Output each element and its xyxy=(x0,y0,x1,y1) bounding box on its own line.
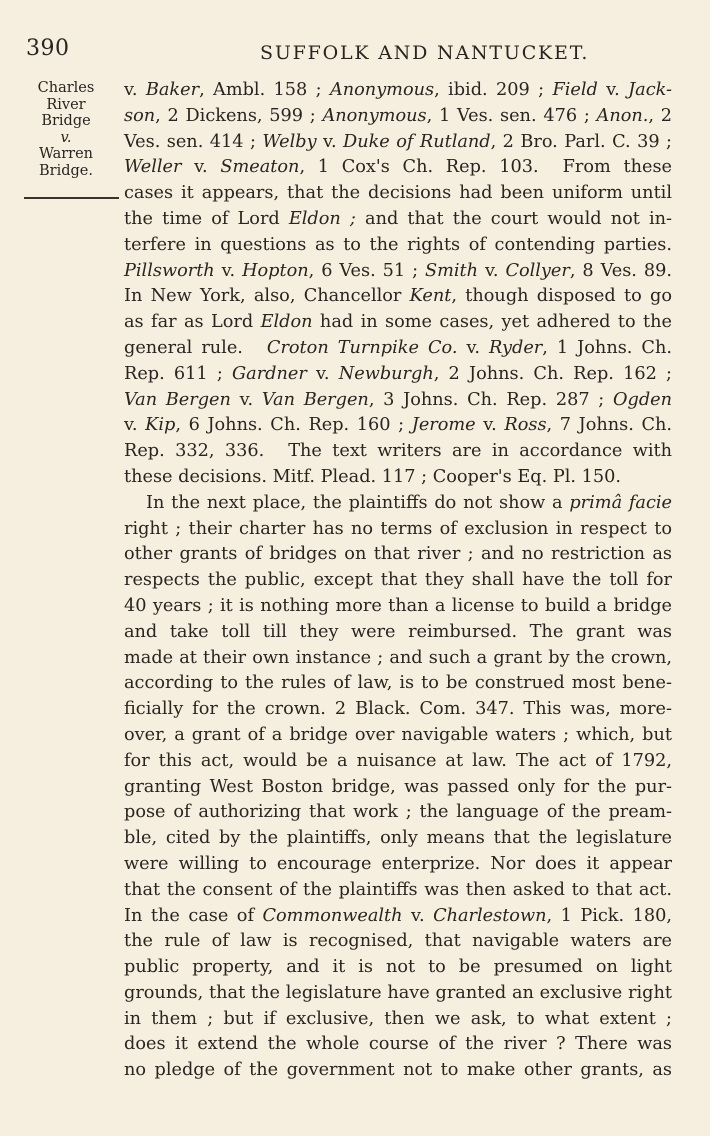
text-line: general rule. Croton Turnpike Co. v. Ryder, 1 Johns. Ch. xyxy=(124,337,672,358)
text-line: the rule of law is recognised, that navigable waters are xyxy=(124,931,672,952)
running-head: SUFFOLK AND NANTUCKET. xyxy=(260,42,590,64)
text-line: as far as Lord Eldon had in some cases, yet adhered to the xyxy=(124,312,673,333)
text-line: cases it appears, that the decisions had been uniform until xyxy=(124,183,672,204)
text-line: pose of authorizing that work ; the language of the pream- xyxy=(124,802,672,823)
text-line: In the next place, the plaintiffs do not show a primâ facie xyxy=(146,492,673,513)
text-line: ble, cited by the plaintiffs, only means that the legislature xyxy=(124,828,672,849)
text-line: the time of Lord Eldon ; and that the court would not in- xyxy=(124,208,673,229)
text-line: according to the rules of law, is to be construed most bene- xyxy=(124,673,672,694)
text-line: granting West Boston bridge, was passed only for the pur- xyxy=(124,776,672,797)
text-line: v. Kip, 6 Johns. Ch. Rep. 160 ; Jerome v. Ross, 7 Johns. Ch. xyxy=(124,415,673,436)
margin-note-line: Bridge. xyxy=(39,162,93,179)
margin-rule xyxy=(24,197,119,199)
margin-note xyxy=(30,80,102,179)
text-line: other grants of bridges on that river ; and no restriction as xyxy=(124,544,672,565)
text-line: Weller v. Smeaton, 1 Cox's Ch. Rep. 103. From these xyxy=(124,157,672,178)
text-line: Rep. 611 ; Gardner v. Newburgh, 2 Johns. Ch. Rep. 162 ; xyxy=(124,363,672,384)
margin-note-line: Warren xyxy=(38,146,94,162)
text-line: 40 years ; it is nothing more than a license to build a bridge xyxy=(124,595,672,616)
text-line: does it extend the whole course of the river ? There was xyxy=(124,1034,672,1055)
text-line: ficially for the crown. 2 Black. Com. 347. This was, more- xyxy=(124,699,672,720)
margin-note-line: Charles xyxy=(37,80,95,96)
text-line: Van Bergen v. Van Bergen, 3 Johns. Ch. Rep. 287 ; Ogden xyxy=(124,389,673,410)
page-number: 390 xyxy=(26,36,70,61)
text-line: Pillsworth v. Hopton, 6 Ves. 51 ; Smith v. Collyer, 8 Ves. 89. xyxy=(124,260,672,281)
body-text xyxy=(124,78,672,1084)
text-line: son, 2 Dickens, 599 ; Anonymous, 1 Ves. sen. 476 ; Anon., 2 xyxy=(124,105,672,126)
text-line: grounds, that the legislature have granted an exclusive right xyxy=(124,982,672,1003)
text-line: Ves. sen. 414 ; Welby v. Duke of Rutland, 2 Bro. Parl. C. 39 ; xyxy=(124,131,672,152)
text-line: made at their own instance ; and such a grant by the crown, xyxy=(124,647,672,668)
text-line: public property, and it is not to be presumed on light xyxy=(124,957,672,978)
text-line: were willing to encourage enterprize. Nor does it appear xyxy=(124,853,672,874)
margin-note-line: Bridge xyxy=(41,113,91,129)
margin-note-line: River xyxy=(46,96,86,113)
text-line: and take toll till they were reimbursed. The grant was xyxy=(124,621,672,642)
text-line: In the case of Commonwealth v. Charlestown, 1 Pick. 180, xyxy=(124,905,673,926)
text-line: that the consent of the plaintiffs was then asked to that act. xyxy=(124,879,672,900)
margin-note-line: v. xyxy=(60,129,72,146)
text-line: for this act, would be a nuisance at law. The act of 1792, xyxy=(124,750,672,771)
text-line: these decisions. Mitf. Plead. 117 ; Cooper's Eq. Pl. 150. xyxy=(124,466,622,487)
text-line: in them ; but if exclusive, then we ask, to what extent ; xyxy=(124,1008,672,1029)
text-line: respects the public, except that they shall have the toll for xyxy=(124,570,672,591)
text-line: right ; their charter has no terms of exclusion in respect to xyxy=(124,518,672,539)
text-line: v. Baker, Ambl. 158 ; Anonymous, ibid. 209 ; Field v. Jack- xyxy=(124,80,672,100)
text-line: over, a grant of a bridge over navigable waters ; which, but xyxy=(124,724,672,745)
text-line: In New York, also, Chancellor Kent, though disposed to go xyxy=(124,286,672,307)
text-line: no pledge of the government not to make other grants, as xyxy=(124,1060,672,1081)
text-line: terfere in questions as to the rights of contending parties. xyxy=(124,234,672,255)
text-line: Rep. 332, 336. The text writers are in accordance with xyxy=(124,441,672,462)
